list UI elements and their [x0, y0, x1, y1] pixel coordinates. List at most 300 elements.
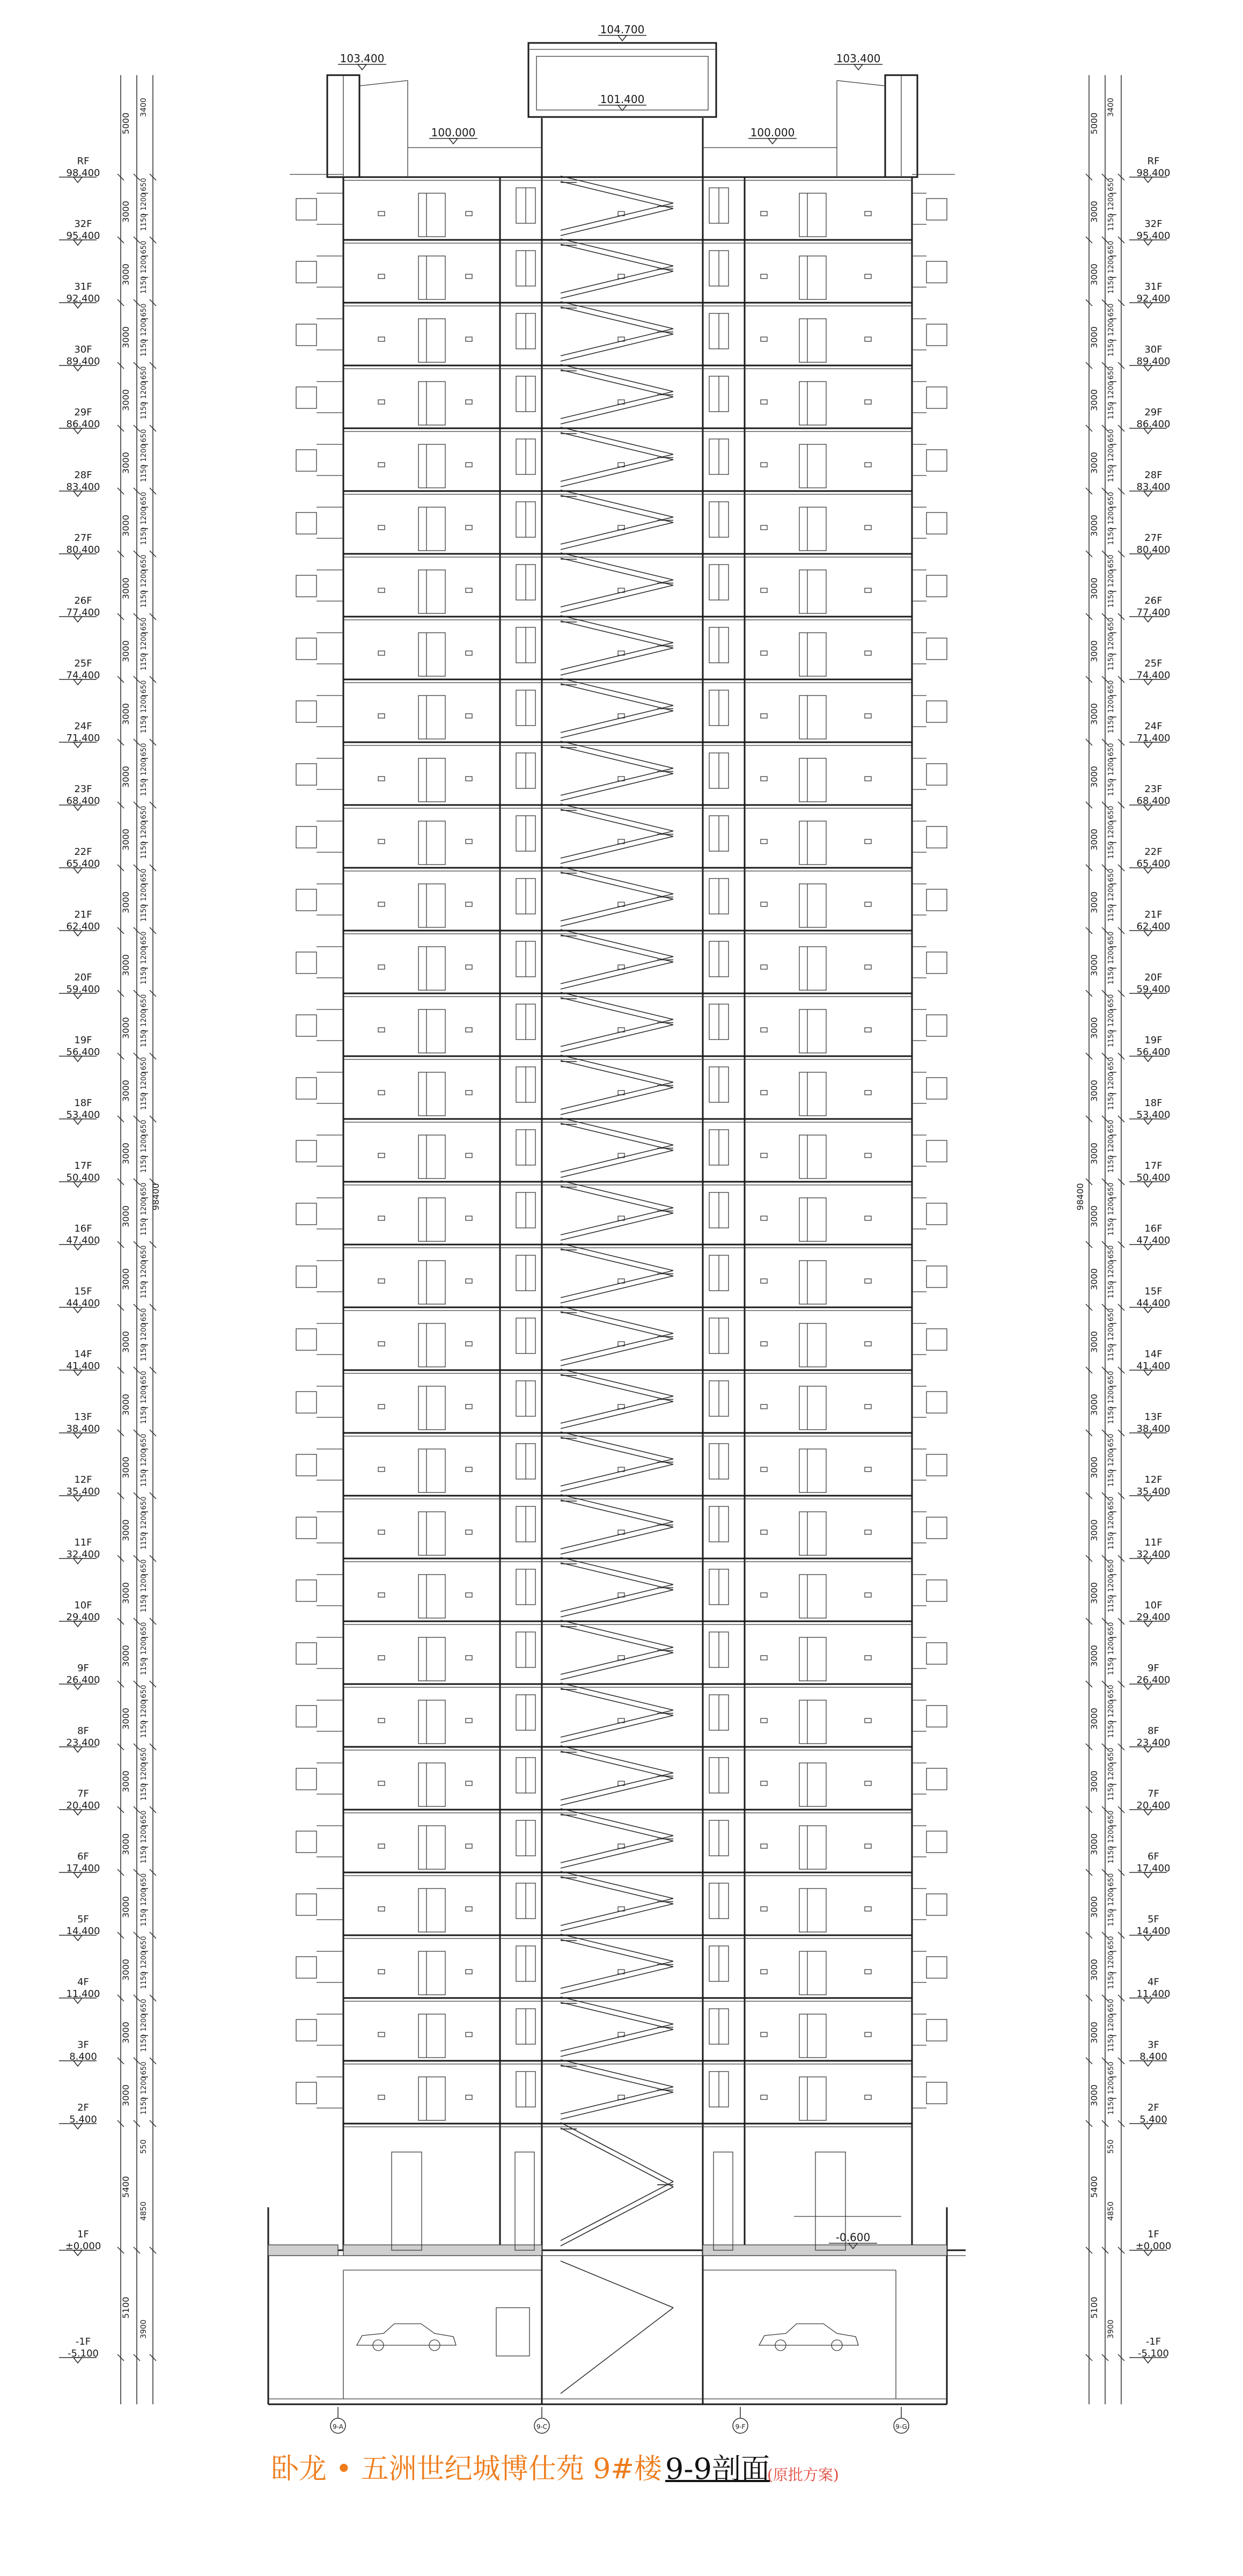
dim-window-left: 1200 — [140, 193, 148, 211]
dim-floor-height-right: 3000 — [1089, 1080, 1099, 1102]
floor-right-elevation: 62.400 — [1136, 921, 1171, 932]
balcony-window-left — [296, 575, 317, 597]
stair-flight-edge — [561, 517, 673, 545]
room-mark — [865, 588, 871, 592]
dim-lintel-right: 650 — [1107, 303, 1115, 317]
stair-flight — [561, 307, 673, 334]
room-mark — [761, 588, 767, 592]
dim-window-left: 1200 — [140, 444, 148, 462]
dim-floor-height-left: 3000 — [121, 577, 131, 599]
dim-floor-height-left: 3000 — [121, 1959, 131, 1981]
dim-lintel-right: 650 — [1107, 1182, 1115, 1196]
balcony-window-left — [296, 324, 317, 346]
floor-left-name: 25F — [74, 658, 92, 669]
dim-window-right: 1200 — [1107, 1574, 1115, 1592]
dim-window-left: 1200 — [140, 1511, 148, 1529]
room-mark — [378, 1404, 385, 1409]
floor-right-elevation: 29.400 — [1136, 1612, 1171, 1623]
dim-sill-left: 1150 — [140, 2097, 148, 2115]
balcony-window-left — [296, 1329, 317, 1350]
dim-window-left: 1200 — [140, 695, 148, 713]
axis-label: 9-A — [333, 2423, 343, 2431]
dim-sill-left: 1150 — [140, 841, 148, 859]
dim-lintel-left: 650 — [140, 1559, 148, 1573]
dim-floor-height-right: 3000 — [1089, 515, 1099, 537]
dim-lintel-right: 650 — [1107, 1433, 1115, 1447]
room-mark — [865, 2095, 871, 2099]
floor-left-elevation: 26.400 — [66, 1674, 100, 1686]
dim-window-right: 1200 — [1107, 193, 1115, 211]
dim-floor-height-left: 3000 — [121, 264, 131, 286]
room-mark — [865, 1028, 871, 1032]
door-right — [799, 1449, 826, 1492]
floor-right-elevation: 89.400 — [1136, 356, 1171, 367]
floor-right-elevation: 53.400 — [1136, 1109, 1171, 1121]
floor-left-elevation: -5.100 — [67, 2348, 99, 2359]
room-mark — [466, 1404, 472, 1409]
floor-left-name: RF — [77, 156, 90, 167]
floor-left-name: 9F — [77, 1663, 89, 1674]
floor-right-elevation: 98.400 — [1136, 167, 1171, 179]
approval-note: (原批方案) — [767, 2466, 839, 2484]
dim-sill-left: 1150 — [140, 2034, 148, 2052]
balcony-window-left — [296, 1894, 317, 1915]
room-mark — [761, 525, 767, 530]
dim-lintel-right: 650 — [1107, 806, 1115, 819]
dim-floor-height-right: 3000 — [1089, 954, 1099, 976]
dim-lintel-right: 650 — [1107, 743, 1115, 757]
dim-lintel-left: 650 — [140, 554, 148, 568]
door-right — [799, 1700, 826, 1744]
room-mark — [865, 1593, 871, 1597]
dim-window-left: 1200 — [140, 1637, 148, 1655]
dim-window-right: 1200 — [1107, 883, 1115, 902]
room-mark — [378, 525, 385, 530]
room-mark — [761, 1530, 767, 1534]
room-mark — [466, 274, 472, 279]
dim-window-left: 1200 — [140, 2014, 148, 2032]
door-left — [418, 382, 445, 425]
door-left — [418, 1323, 445, 1367]
room-mark — [865, 525, 871, 530]
stair-flight — [561, 2261, 673, 2308]
stair-flight — [561, 684, 673, 711]
dim-lintel-right: 650 — [1107, 1685, 1115, 1699]
dim-window-right: 1200 — [1107, 1825, 1115, 1843]
door-left — [418, 507, 445, 551]
dim-sill-left: 1150 — [140, 464, 148, 482]
dim-floor-height-right: 3000 — [1089, 703, 1099, 725]
floor-left-elevation: 20.400 — [66, 1800, 100, 1811]
ground-fill-left — [268, 2245, 338, 2256]
stair-flight-edge — [561, 894, 673, 921]
floor-left-name: 2F — [77, 2102, 89, 2113]
dim-lintel-left: 650 — [140, 1308, 148, 1322]
balcony-window-right — [926, 1140, 947, 1162]
balcony-window-right — [926, 387, 947, 408]
room-mark — [865, 1907, 871, 1911]
dim-lintel-left: 650 — [140, 617, 148, 631]
stair-flight — [561, 1437, 673, 1465]
dim-sill-right: 1150 — [1107, 967, 1115, 985]
room-mark — [761, 2032, 767, 2037]
room-mark — [466, 1153, 472, 1158]
room-mark — [466, 1467, 472, 1472]
room-mark — [378, 1153, 385, 1158]
room-mark — [466, 1593, 472, 1597]
stair-flight-edge — [561, 203, 673, 231]
room-mark — [466, 400, 472, 404]
dim-floor-height-left: 3000 — [121, 1833, 131, 1855]
floor-right-name: 24F — [1144, 721, 1163, 732]
stair-flight — [561, 1339, 673, 1366]
room-mark — [378, 1342, 385, 1346]
dim-sill-right: 1150 — [1107, 1406, 1115, 1424]
floor-right-elevation: 95.400 — [1136, 230, 1171, 241]
dim-sill-left: 1150 — [140, 1908, 148, 1927]
dim-sill-right: 1150 — [1107, 841, 1115, 859]
room-mark — [378, 1907, 385, 1911]
building-outline — [268, 43, 966, 2404]
room-mark — [761, 965, 767, 969]
door-left — [418, 1575, 445, 1618]
floor-right-elevation: 32.400 — [1136, 1549, 1171, 1560]
dim-ground-floor-left: 5400 — [121, 2176, 131, 2198]
ground-fill-mid — [343, 2245, 542, 2256]
dim-floor-height-right: 3000 — [1089, 1708, 1099, 1730]
floor-left-elevation: 65.400 — [66, 858, 100, 869]
floor-right-elevation: 8.400 — [1139, 2051, 1167, 2062]
dim-window-right: 1200 — [1107, 1951, 1115, 1969]
floor-right-name: RF — [1147, 156, 1160, 167]
door-left — [418, 633, 445, 676]
room-mark — [378, 1718, 385, 1723]
floor-right-name: 20F — [1144, 972, 1163, 983]
dim-window-left: 1200 — [140, 946, 148, 964]
room-mark — [865, 1844, 871, 1848]
dim-floor-height-right: 3000 — [1089, 1394, 1099, 1416]
dim-window-right: 1200 — [1107, 946, 1115, 964]
dim-window-right: 1200 — [1107, 255, 1115, 274]
stair-flight-edge — [561, 1208, 673, 1235]
room-mark — [865, 1718, 871, 1723]
dim-floor-height-left: 3000 — [121, 2022, 131, 2044]
balcony-window-left — [296, 1580, 317, 1601]
stair-flight — [561, 244, 673, 272]
room-mark — [761, 463, 767, 467]
room-mark — [761, 714, 767, 718]
door-left — [418, 1637, 445, 1681]
stair-flight-edge — [561, 1585, 673, 1612]
room-mark — [466, 839, 472, 844]
floor-right-elevation: 35.400 — [1136, 1486, 1171, 1497]
room-mark — [761, 1844, 767, 1848]
room-mark — [865, 1279, 871, 1283]
dim-lintel-left: 650 — [140, 178, 148, 192]
dim-sill-right: 1150 — [1107, 527, 1115, 545]
stair-flight — [561, 1626, 673, 1653]
dim-lintel-right: 650 — [1107, 429, 1115, 443]
dim-lintel-left: 650 — [140, 1873, 148, 1887]
balcony-window-right — [926, 889, 947, 911]
stair-flight — [561, 1877, 673, 1904]
floor-right-name: 10F — [1144, 1600, 1163, 1611]
room-mark — [378, 2032, 385, 2037]
dim-lintel-right: 650 — [1107, 1496, 1115, 1510]
stair-flight — [561, 837, 673, 864]
stair-flight — [561, 1151, 673, 1178]
door-left — [418, 947, 445, 990]
door-right — [799, 696, 826, 739]
dim-floor-height-right: 3000 — [1089, 389, 1099, 411]
room-mark — [761, 1028, 767, 1032]
stair-flight-edge — [561, 1459, 673, 1487]
balcony-window-right — [926, 1517, 947, 1539]
floor-right-elevation: 92.400 — [1136, 293, 1171, 304]
balcony-window-left — [296, 1078, 317, 1099]
room-mark — [466, 651, 472, 655]
room-mark — [378, 337, 385, 341]
dim-sill-left: 1150 — [140, 527, 148, 545]
door-right — [799, 1512, 826, 1555]
dim-window-right: 1200 — [1107, 444, 1115, 462]
door-right — [799, 1135, 826, 1179]
floor-right-elevation: 59.400 — [1136, 984, 1171, 995]
dim-floor-height-left: 3000 — [121, 703, 131, 725]
level-stair-roof: 101.400 — [600, 93, 645, 106]
dim-sill-left: 1150 — [140, 213, 148, 231]
dim-lintel-left: 650 — [140, 1371, 148, 1385]
dim-lintel-right: 650 — [1107, 1119, 1115, 1133]
floor-right-elevation: 83.400 — [1136, 481, 1171, 493]
floor-right-elevation: 11.400 — [1136, 1988, 1171, 2000]
floor-left-name: 13F — [74, 1411, 92, 1423]
dim-window-left: 1200 — [140, 632, 148, 650]
dim-ground-top-left: 550 — [139, 2139, 148, 2154]
floor-left-name: 6F — [77, 1851, 89, 1862]
dim-total-height-left: 98400 — [151, 1183, 161, 1211]
floor-right-name: -1F — [1145, 2336, 1161, 2347]
stair-flight — [561, 1563, 673, 1590]
stair-flight — [561, 1751, 673, 1779]
dim-lintel-right: 650 — [1107, 554, 1115, 568]
dim-window-right: 1200 — [1107, 1386, 1115, 1404]
stair-flight — [561, 872, 673, 899]
door-right — [799, 2077, 826, 2120]
balcony-window-right — [926, 261, 947, 283]
balcony-window-right — [926, 1643, 947, 1664]
dim-floor-height-right: 3000 — [1089, 1645, 1099, 1667]
room-mark — [466, 1279, 472, 1283]
dim-floor-height-right: 3000 — [1089, 326, 1099, 348]
dim-window-left: 1200 — [140, 1951, 148, 1969]
room-mark — [466, 1342, 472, 1346]
stair-flight-edge — [561, 1020, 673, 1047]
dim-window-left: 1200 — [140, 821, 148, 839]
floor-right-name: 26F — [1144, 595, 1163, 606]
stair-flight — [561, 809, 673, 837]
stair-flight — [561, 1374, 673, 1402]
floor-left-name: 18F — [74, 1097, 92, 1109]
floor-right-name: 27F — [1144, 532, 1163, 544]
dim-sill-right: 1150 — [1107, 401, 1115, 420]
dim-window-left: 1200 — [140, 1448, 148, 1467]
dim-floor-height-left: 3000 — [121, 1143, 131, 1165]
drawing-labels — [65, 23, 1172, 2431]
balcony-window-left — [296, 1957, 317, 1978]
dim-sill-right: 1150 — [1107, 1155, 1115, 1173]
dim-window-right: 1200 — [1107, 1323, 1115, 1341]
dim-floor-height-right: 3000 — [1089, 1959, 1099, 1981]
balcony-window-left — [296, 2082, 317, 2104]
floor-left-elevation: 53.400 — [66, 1109, 100, 1121]
stair-flight — [561, 2092, 673, 2120]
door-left — [418, 570, 445, 613]
floor-left-elevation: 74.400 — [66, 670, 100, 681]
dim-window-right: 1200 — [1107, 1637, 1115, 1655]
floor-right-elevation: 14.400 — [1136, 1926, 1171, 1937]
room-mark — [466, 2095, 472, 2099]
floor-right-name: 29F — [1144, 407, 1163, 418]
room-mark — [865, 777, 871, 781]
car-outline — [357, 2324, 456, 2345]
room-mark — [865, 400, 871, 404]
floor-right-name: 17F — [1144, 1160, 1163, 1172]
door-left — [418, 1826, 445, 1869]
room-mark — [378, 1970, 385, 1974]
balcony-window-right — [926, 450, 947, 471]
stair-flight — [561, 711, 673, 738]
level-machine-room-top: 104.700 — [600, 23, 645, 36]
dim-floor-height-right: 3000 — [1089, 1770, 1099, 1792]
dim-window-left: 1200 — [140, 318, 148, 336]
room-mark — [466, 2032, 472, 2037]
floor-left-elevation: 29.400 — [66, 1612, 100, 1623]
room-mark — [865, 2032, 871, 2037]
room-mark — [865, 1467, 871, 1472]
dim-lintel-left: 650 — [140, 1119, 148, 1133]
dim-lintel-left: 650 — [140, 680, 148, 694]
floor-left-name: 26F — [74, 595, 92, 606]
room-mark — [865, 463, 871, 467]
dim-lintel-left: 650 — [140, 1999, 148, 2012]
level-triangle — [618, 35, 627, 41]
stair-flight-edge — [561, 1271, 673, 1298]
balcony-window-left — [296, 1454, 317, 1476]
room-mark — [378, 1656, 385, 1660]
balcony-window-left — [296, 701, 317, 722]
room-mark — [378, 1279, 385, 1283]
axis-label: 9-C — [536, 2423, 548, 2431]
dim-window-left: 1200 — [140, 381, 148, 399]
room-mark — [378, 1216, 385, 1220]
dim-sill-right: 1150 — [1107, 715, 1115, 734]
door-right — [799, 1951, 826, 1995]
stair-flight — [561, 899, 673, 927]
balcony-window-right — [926, 1706, 947, 1727]
stair-flight — [561, 648, 673, 676]
dim-lintel-right: 650 — [1107, 1936, 1115, 1950]
floor-left-name: 14F — [74, 1349, 92, 1360]
floor-left-elevation: 47.400 — [66, 1235, 100, 1246]
floor-left-name: 15F — [74, 1286, 92, 1297]
room-mark — [761, 1970, 767, 1974]
floor-right-elevation: -5.100 — [1137, 2348, 1170, 2359]
dim-window-left: 1200 — [140, 758, 148, 776]
dim-sill-right: 1150 — [1107, 464, 1115, 482]
dim-floor-height-left: 3000 — [121, 766, 131, 788]
dim-roof-parapet-left: 5000 — [121, 112, 131, 135]
dim-floor-height-right: 3000 — [1089, 1582, 1099, 1604]
dim-sill-right: 1150 — [1107, 2097, 1115, 2115]
dim-floor-height-left: 3000 — [121, 201, 131, 223]
dim-lintel-left: 650 — [140, 868, 148, 882]
floor-right-elevation: 41.400 — [1136, 1360, 1171, 1372]
dim-lintel-right: 650 — [1107, 1559, 1115, 1573]
balcony-window-left — [296, 2019, 317, 2041]
door-right — [799, 1323, 826, 1367]
balcony-window-left — [296, 1768, 317, 1790]
floor-left-elevation: 83.400 — [66, 481, 100, 493]
door-right — [799, 1637, 826, 1681]
floor-right-name: 18F — [1144, 1097, 1163, 1109]
dim-floor-height-right: 3000 — [1089, 2022, 1099, 2044]
dim-lintel-left: 650 — [140, 1936, 148, 1950]
stair-flight — [561, 1088, 673, 1115]
dim-lintel-right: 650 — [1107, 240, 1115, 254]
stair-flight-edge — [561, 455, 673, 482]
floor-left-name: 5F — [77, 1914, 89, 1925]
axis-label: 9-G — [895, 2423, 907, 2431]
dim-basement-left: 5100 — [121, 2296, 131, 2319]
dim-floor-height-right: 3000 — [1089, 1833, 1099, 1855]
balcony-window-right — [926, 1957, 947, 1978]
dim-lintel-left: 650 — [140, 1685, 148, 1699]
dim-window-right: 1200 — [1107, 1009, 1115, 1027]
floor-right-name: 11F — [1144, 1537, 1163, 1548]
dim-sill-left: 1150 — [140, 590, 148, 608]
floor-right-elevation: 65.400 — [1136, 858, 1171, 869]
floor-left-elevation: 32.400 — [66, 1549, 100, 1560]
lobby-door-left — [392, 2152, 422, 2250]
balcony-window-right — [926, 826, 947, 848]
floor-right-elevation: 50.400 — [1136, 1172, 1171, 1183]
dim-window-left: 1200 — [140, 883, 148, 902]
dim-window-left: 1200 — [140, 507, 148, 525]
floor-left-elevation: 35.400 — [66, 1486, 100, 1497]
room-mark — [865, 1404, 871, 1409]
dim-floor-height-right: 3000 — [1089, 829, 1099, 851]
door-right — [799, 570, 826, 613]
room-mark — [761, 1593, 767, 1597]
dim-lintel-left: 650 — [140, 1245, 148, 1259]
floor-right-name: 6F — [1148, 1851, 1159, 1862]
floor-left-name: 30F — [74, 344, 92, 355]
balcony-window-right — [926, 1831, 947, 1853]
dim-window-right: 1200 — [1107, 569, 1115, 588]
dim-lintel-left: 650 — [140, 366, 148, 380]
floor-left-name: 24F — [74, 721, 92, 732]
floor-right-name: 30F — [1144, 344, 1163, 355]
dim-lintel-right: 650 — [1107, 1999, 1115, 2012]
dim-lintel-left: 650 — [140, 1810, 148, 1824]
stair-flight — [561, 621, 673, 648]
dim-floor-height-right: 3000 — [1089, 2084, 1099, 2106]
door-right — [799, 633, 826, 676]
balcony-window-right — [926, 324, 947, 346]
door-left — [418, 1261, 445, 1304]
stair-flight — [561, 397, 673, 425]
